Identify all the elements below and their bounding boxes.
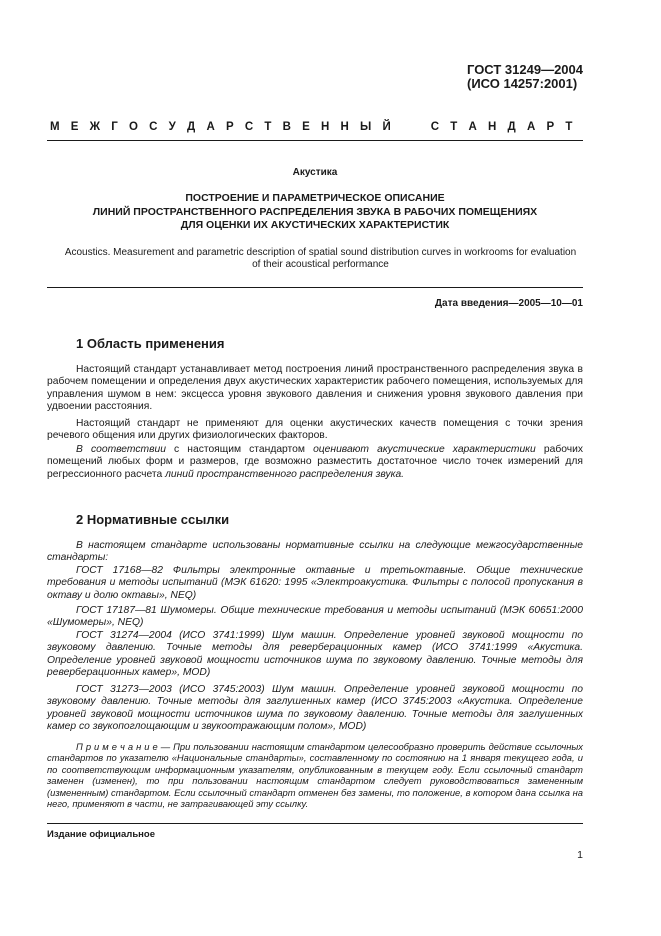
banner-letter: Т: [565, 121, 584, 133]
banner-letter: Е: [302, 121, 321, 133]
standard-designation: [467, 63, 583, 91]
interstate-standard-banner: [50, 121, 583, 133]
title-line: ЛИНИЙ ПРОСТРАНСТВЕННОГО РАСПРЕДЕЛЕНИЯ ЗВУКА В РАБОЧИХ ПОМЕЩЕНИЯХ: [92, 205, 538, 218]
english-title: Acoustics. Measurement and parametric description of spatial sound distribution curves in workrooms for evaluation of their acoustical performance: [64, 247, 577, 270]
footer-rule: [47, 823, 583, 824]
text-run: с настоящим стандартом: [165, 444, 314, 455]
text-run: рабочих помещений любых форм и размеров, где возможно разместить достаточное число точек измерений для регрессионного расчета: [47, 444, 583, 480]
document-title: [47, 192, 583, 233]
banner-letter: Н: [320, 121, 341, 133]
banner-letter: Т: [450, 121, 469, 133]
note: П р и м е ч а н и е — При пользовании настоящим стандартом целесообразно проверить действие ссылочных стандартов по указателю «Национальные стандарты», составленному по состоянию на 1 января текущего года, и по соответствующим информационным указателям, опубликованным в текущем году. Если ссылочный стандарт заменен (изменен), то при пользовании настоящим стандартом следует руководствоваться замененным (измененным) стандартом. Если ссылочный стандарт отменен без замены, то положение, в котором дана ссылка на него, применяют в части, не затрагивающей эту ссылку.: [47, 741, 583, 810]
subject-heading: Акустика: [292, 167, 338, 178]
banner-letter: Д: [187, 121, 207, 133]
section-2-intro: В настоящем стандарте использованы нормативные ссылки на следующие межгосударственные стандарты:: [47, 540, 583, 564]
section-1-paragraph: [47, 444, 583, 481]
banner-letter: А: [468, 121, 489, 133]
reference-item: ГОСТ 17168—82 Фильтры электронные октавные и третьоктавные. Общие технические требования и методы испытаний (МЭК 61620: 1995 «Электроакустика. Фильтры с полосой пропускания в октаву и долю октавы», NEQ): [47, 565, 583, 601]
title-line: ПОСТРОЕНИЕ И ПАРАМЕТРИЧЕСКОЕ ОПИСАНИЕ: [185, 192, 445, 204]
header-rule: [47, 140, 583, 141]
banner-letter: [416, 121, 430, 133]
page-number: 1: [577, 849, 583, 861]
banner-letter: У: [168, 121, 188, 133]
banner-letter: Д: [507, 121, 527, 133]
banner-letter: С: [244, 121, 265, 133]
banner-letter: Ж: [89, 121, 112, 133]
italic-run: В соответствии: [76, 444, 166, 455]
section-1-heading: 1 Область применения: [76, 336, 225, 351]
banner-letter: Ы: [360, 121, 383, 133]
section-2-heading: 2 Нормативные ссылки: [76, 512, 230, 527]
official-edition-label: Издание официальное: [47, 829, 155, 840]
reference-item: ГОСТ 31274—2004 (ИСО 3741:1999) Шум машин. Определение уровней звуковой мощности по звуковому давлению. Точные методы для реверберационных камер (ИСО 3741:1999 «Акустика. Определение уровней звуковой мощности источников шума по звуковому давлению. Точные методы для реверберационных камер», MOD): [47, 630, 583, 678]
iso-number: (ИСО 14257:2001): [467, 76, 578, 91]
banner-letter: Г: [111, 121, 129, 133]
reference-item: ГОСТ 31273—2003 (ИСО 3745:2003) Шум машин. Определение уровней звуковой мощности по звуковому давлению. Точные методы для заглушенных камер (ИСО 3745:2003 «Акустика. Определение уровней звуковой мощности источников шума по звуковому давлению. Точные методы для заглушенных камер со звукопоглощающим и звукоотражающим полом», MOD): [47, 684, 583, 732]
section-1-paragraph: Настоящий стандарт устанавливает метод построения линий пространственного распределения звука в рабочем помещении и определения двух акустических характеристик рабочего помещения, используемых для управления шумом в нем: эксцесса уровня звукового давления и снижения уровня звукового давления при удвоении расстояния.: [47, 364, 583, 412]
banner-letter: Н: [340, 121, 360, 133]
banner-letter: Н: [488, 121, 508, 133]
banner-letter: Й: [382, 121, 402, 133]
banner-letter: О: [129, 121, 150, 133]
banner-letter: Е: [70, 121, 90, 133]
title-line: ДЛЯ ОЦЕНКИ ИХ АКУСТИЧЕСКИХ ХАРАКТЕРИСТИК: [180, 219, 450, 231]
banner-letter: А: [206, 121, 226, 133]
title-rule: [47, 287, 583, 288]
banner-letter: Р: [546, 121, 566, 133]
banner-letter: С: [430, 121, 451, 133]
reference-item: ГОСТ 17187—81 Шумомеры. Общие технические требования и методы испытаний (МЭК 60651:2000 «Шумомеры», NEQ): [47, 605, 583, 629]
banner-letter: Р: [225, 121, 245, 133]
section-1-paragraph: Настоящий стандарт не применяют для оценки акустических качеств помещения с точки зрения речевого общения или других физиологических факторов.: [47, 418, 583, 442]
banner-letter: С: [149, 121, 169, 133]
gost-number: ГОСТ 31249—2004: [467, 62, 583, 77]
banner-letter: М: [50, 121, 71, 133]
effective-date: Дата введения—2005—10—01: [434, 298, 583, 309]
italic-run: линий пространственного распределения звука.: [165, 468, 405, 480]
italic-run: оценивают акустические характеристики: [313, 444, 536, 455]
banner-letter: Т: [264, 121, 283, 133]
banner-letter: А: [526, 121, 547, 133]
banner-letter: [402, 121, 416, 133]
banner-letter: В: [282, 121, 303, 133]
